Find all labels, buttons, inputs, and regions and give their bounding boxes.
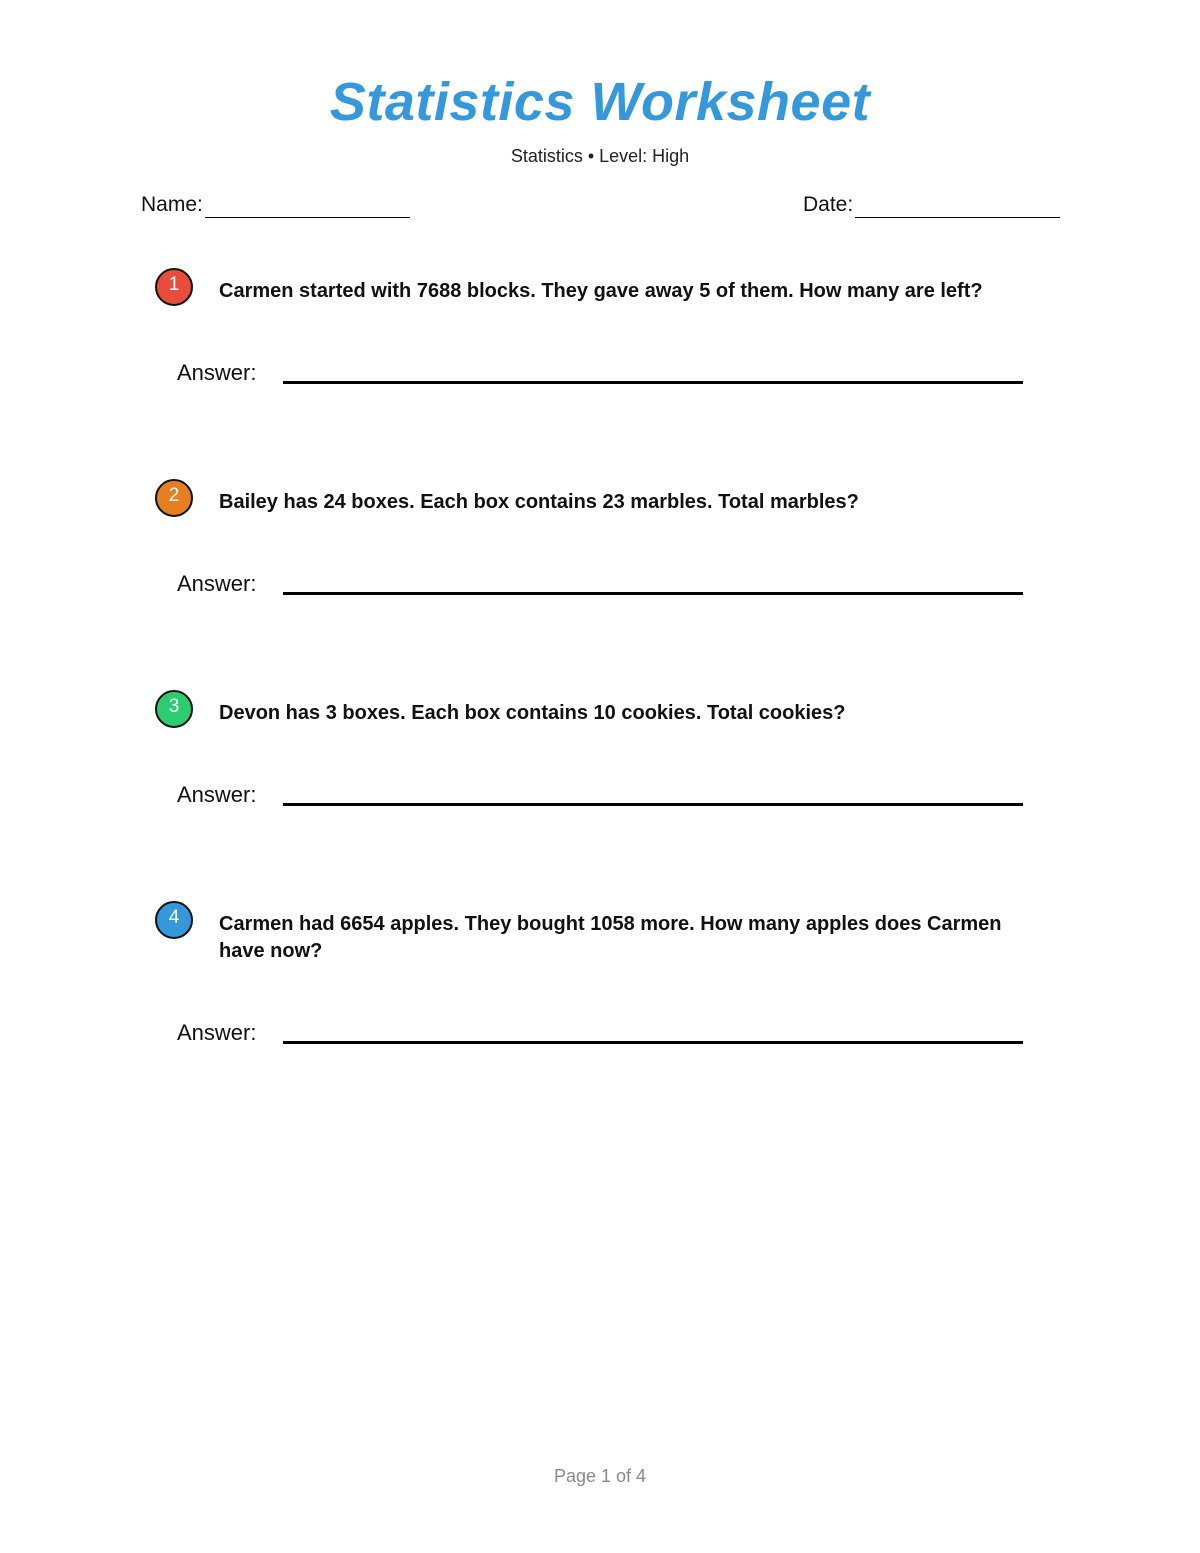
page-indicator: Page 1 of 4 [553,1466,647,1486]
question-text: Carmen started with 7688 blocks. They gave away 5 of them. How many are left? [219,280,983,302]
answer-label: Answer: [177,1020,257,1045]
answer-line[interactable] [283,1041,1023,1044]
answer-line[interactable] [283,592,1023,595]
date-label: Date: [803,193,854,216]
name-label: Name: [141,193,203,216]
answer-line[interactable] [283,803,1023,806]
page-title: Statistics Worksheet [329,72,871,132]
answer-label: Answer: [177,782,257,807]
answer-label: Answer: [177,571,257,596]
answer-line[interactable] [283,381,1023,384]
question-number-badge: 1 [155,268,193,306]
name-blank-line[interactable] [205,197,410,218]
question-number-badge: 2 [155,479,193,517]
page-subtitle: Statistics • Level: High [510,146,690,166]
answer-label: Answer: [177,360,257,385]
question-number-badge: 4 [155,901,193,939]
question-text: Devon has 3 boxes. Each box contains 10 cookies. Total cookies? [219,702,846,724]
date-field [803,192,1060,218]
question-text: Carmen had 6654 apples. They bought 1058 more. How many apples does Carmen have now? [219,913,1002,962]
name-field [141,192,410,218]
date-blank-line[interactable] [855,197,1060,218]
question-text: Bailey has 24 boxes. Each box contains 23 marbles. Total marbles? [219,491,859,513]
question-number-badge: 3 [155,690,193,728]
